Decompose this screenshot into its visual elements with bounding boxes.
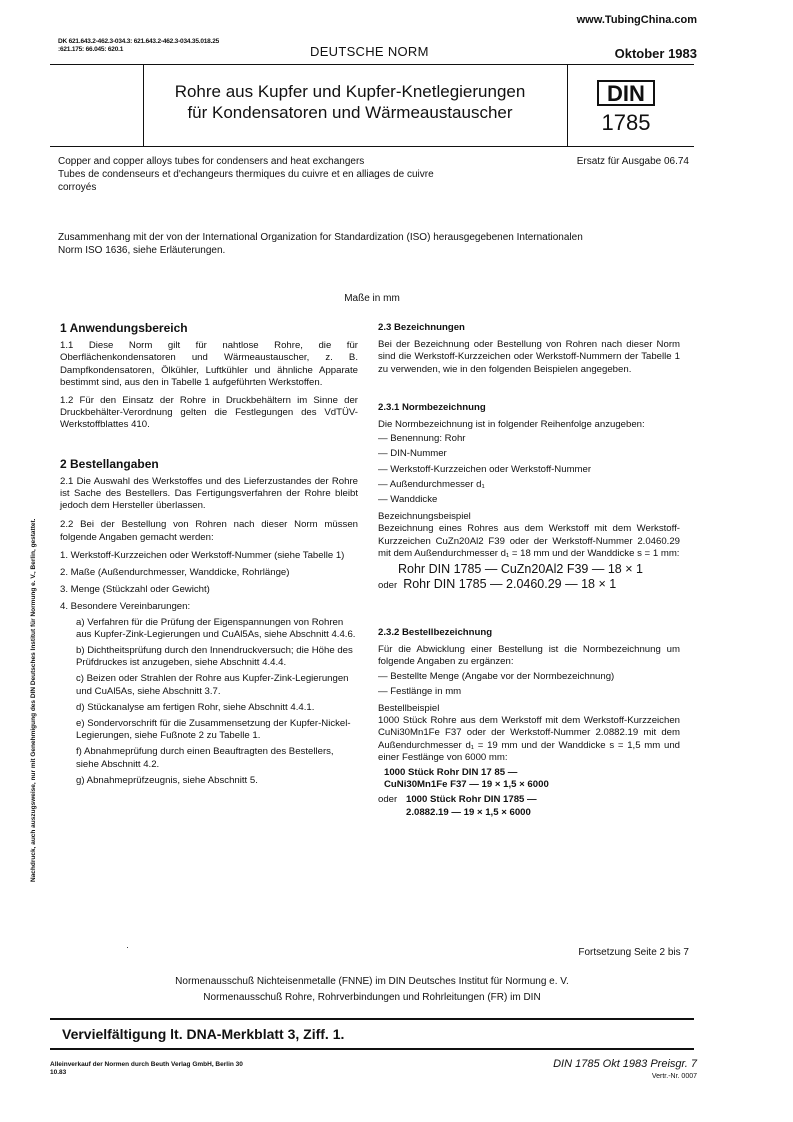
order-formula-2 [378, 794, 680, 818]
list-item: f) Abnahmeprüfung durch einen Beauftragten des Bestellers, siehe Abschnitt 4.2. [76, 746, 334, 770]
example-heading: Bezeichnungsbeispiel [378, 511, 471, 523]
website-url: www.TubingChina.com [576, 14, 697, 26]
sales-info [50, 1061, 243, 1077]
continuation-note: Fortsetzung Seite 2 bis 7 [578, 947, 689, 958]
publication-date: Oktober 1983 [614, 46, 697, 61]
iso-note [58, 231, 688, 257]
committee-line-1: Normenausschuß Nichteisenmetalle (FNNE) im DIN Deutsches Institut für Normung e. V. [175, 976, 569, 987]
list-item: d) Stückanalyse am fertigen Rohr, siehe Abschnitt 4.4.1. [76, 701, 315, 713]
designation-formula-2 [378, 577, 680, 593]
order-example-heading: Bestellbeispiel [378, 703, 440, 715]
section-1-heading: 1 Anwendungsbereich [60, 321, 188, 335]
formula-2: Rohr DIN 1785 — 2.0460.29 — 18 × 1 [403, 577, 617, 592]
replaces-edition: Ersatz für Ausgabe 06.74 [576, 156, 689, 167]
header-bottom-rule [50, 146, 694, 147]
oder-label-2: oder [378, 794, 398, 806]
order-example-text: 1000 Stück Rohre aus dem Werkstoff mit dem Werkstoff-Kurzzeichen CuNi30Mn1Fe F37 oder der Werkstoff-Nummer 2.0882.19 mit dem Außendurchmesser d₁ = 19 mm und der Wanddicke s = 1,5 mm und einer Festlänge von 6000 mm: [378, 715, 680, 763]
title-line-1: Rohre aus Kupfer und Kupfer-Knetlegierungen [174, 82, 526, 101]
section-2-1: 2.1 Die Auswahl des Werkstoffes und des Lieferzustandes der Rohre ist Sache des Bestellers. Das Fertigungsverfahren der Rohre bleibt jedoch dem Hersteller überlassen. [60, 475, 358, 512]
order-supplement-list [378, 671, 680, 698]
section-2-3-heading: 2.3 Bezeichnungen [378, 322, 465, 333]
translated-titles [58, 155, 538, 194]
list-item: 3. Menge (Stückzahl oder Gewicht) [60, 584, 210, 596]
list-item: — Wanddicke [378, 494, 438, 506]
section-1-1: 1.1 Diese Norm gilt für nahtlose Rohre, die für Oberflächenkondensatoren und Wärmeaustauscher, z. B. Dampfkondensatoren, Ölkühler, Luftkühler und ähnliche Apparate bestimmt sind, aus den in Tabelle 1 aufgeführten Werkstoffen. [60, 340, 358, 388]
order-1-line-2: CuNi30Mn1Fe F37 — 19 × 1,5 × 6000 [384, 779, 549, 791]
list-item: 2. Maße (Außendurchmesser, Wanddicke, Rohrlänge) [60, 567, 290, 579]
list-item: b) Dichtheitsprüfung durch den Innendruckversuch; die Höhe des Prüfdruckes ist anzugeben, siehe Abschnitt 4.4.4. [76, 645, 353, 669]
sales-line: Alleinverkauf der Normen durch Beuth Verlag GmbH, Berlin 30 [50, 1061, 243, 1068]
formula-1: Rohr DIN 1785 — CuZn20Al2 F39 — 18 × 1 [398, 562, 643, 577]
vertr-number: Vertr.-Nr. 0007 [651, 1073, 697, 1080]
reprint-notice-text: Nachdruck, auch auszugsweise, nur mit Genehmigung des DIN Deutsches Institut für Normung e. V., Berlin, gestattet. [30, 518, 37, 882]
document-title [145, 81, 555, 123]
bullet-mark: · [126, 942, 129, 952]
list-item: g) Abnahmeprüfzeugnis, siehe Abschnitt 5. [76, 774, 258, 786]
section-2-3-2-text: Für die Abwicklung einer Bestellung ist die Normbezeichnung um folgende Angaben zu ergänzen: [378, 644, 680, 668]
list-item: — Bestellte Menge (Angabe vor der Normbezeichnung) [378, 670, 615, 682]
list-item: — DIN-Nummer [378, 448, 447, 460]
units-note: Maße in mm [344, 293, 400, 304]
header-top-rule [50, 64, 694, 65]
french-title-1: Tubes de condenseurs et d'echangeurs thermiques du cuivre et en alliages de cuivre [58, 169, 434, 180]
order-1-line-1: 1000 Stück Rohr DIN 17 85 — [384, 767, 518, 779]
oder-label: oder [378, 580, 398, 592]
header-left-divider [143, 64, 144, 146]
right-column [378, 322, 680, 819]
designation-order-list [378, 433, 680, 506]
header-right-divider [567, 64, 568, 146]
english-title: Copper and copper alloys tubes for condensers and heat exchangers [58, 156, 365, 167]
section-2-3-2-heading: 2.3.2 Bestellbezeichnung [378, 627, 493, 639]
reprint-notice [30, 322, 42, 882]
designation-formula-1 [378, 562, 680, 577]
section-2-2: 2.2 Bei der Bestellung von Rohren nach dieser Norm müssen folgende Angaben gemacht werden: [60, 519, 358, 543]
footer-reference: DIN 1785 Okt 1983 Preisgr. 7 [553, 1058, 697, 1070]
list-item: e) Sondervorschrift für die Zusammensetzung der Kupfer-Nickel-Legierungen, siehe Fußnote 2 zu Tabelle 1. [76, 718, 351, 742]
committee-line-2: Normenausschuß Rohre, Rohrverbindungen und Rohrleitungen (FR) im DIN [203, 992, 541, 1003]
din-logo: DIN [597, 80, 655, 106]
dk-line-1: DK 621.643.2-462.3-034.3: 621.643.2-462.3-034.35.018.25 [58, 38, 220, 45]
iso-note-line-2: Norm ISO 1636, siehe Erläuterungen. [58, 245, 226, 256]
committee-info [50, 975, 694, 1004]
order-2-line-2: 2.0882.19 — 19 × 1,5 × 6000 [406, 806, 531, 818]
list-item: — Festlänge in mm [378, 685, 462, 697]
reproduction-note: Vervielfältigung lt. DNA-Merkblatt 3, Ziff. 1. [62, 1026, 345, 1042]
list-item: a) Verfahren für die Prüfung der Eigenspannungen von Rohren aus Kupfer-Zink-Legierungen und CuAl5As, siehe Abschnitt 4.4.6. [76, 616, 356, 640]
order-2-block [406, 794, 537, 818]
title-line-2: für Kondensatoren und Wärmeaustauscher [187, 103, 513, 122]
list-item: — Außendurchmesser d₁ [378, 478, 485, 490]
list-item: c) Beizen oder Strahlen der Rohre aus Kupfer-Zink-Legierungen und CuAl5As, siehe Abschnitt 3.7. [76, 673, 349, 697]
special-agreements-list [60, 617, 358, 787]
section-2-heading: 2 Bestellangaben [60, 456, 159, 471]
order-2-line-1: 1000 Stück Rohr DIN 1785 — [406, 794, 537, 806]
french-title-2: corroyés [58, 182, 97, 193]
din-number: 1785 [601, 110, 651, 135]
list-item: 4. Besondere Vereinbarungen: [60, 601, 191, 613]
dk-classification [58, 38, 219, 54]
list-item: — Werkstoff-Kurzzeichen oder Werkstoff-Nummer [378, 463, 592, 475]
order-items-list [60, 550, 358, 614]
list-item: 1. Werkstoff-Kurzzeichen oder Werkstoff-Nummer (siehe Tabelle 1) [60, 549, 345, 561]
section-1-2: 1.2 Für den Einsatz der Rohre in Druckbehältern im Sinne der Druckbehälter-Verordnung gelten die Festlegungen des VdTÜV-Werkstoffblattes 410. [60, 395, 358, 431]
section-2-3-1-heading: 2.3.1 Normbezeichnung [378, 401, 486, 413]
section-2-3-1-text: Die Normbezeichnung ist in folgender Reihenfolge anzugeben: [378, 419, 645, 431]
edition-code: 10.83 [50, 1069, 67, 1076]
iso-note-line-1: Zusammenhang mit der von der International Organization for Standardization (ISO) herausgegebenen Internationalen [58, 232, 583, 243]
example-text: Bezeichnung eines Rohres aus dem Werkstoff mit dem Werkstoff-Kurzzeichen CuZn20Al2 F39 oder der Werkstoff-Nummer 2.0460.29 mit dem Außendurchmesser d₁ = 18 mm und der Wanddicke s = 1 mm: [378, 523, 680, 559]
left-column [60, 322, 358, 787]
section-2-3-text: Bei der Bezeichnung oder Bestellung von Rohren nach dieser Norm sind die Werkstoff-Kurzzeichen oder Werkstoff-Nummern der Tabelle 1 zu verwenden, wie in den folgenden Beispielen angegeben. [378, 339, 680, 375]
norm-label: DEUTSCHE NORM [310, 44, 429, 59]
order-formula-1 [378, 767, 680, 791]
list-item: — Benennung: Rohr [378, 433, 466, 445]
dk-line-2: :621.175: 66.045: 620.1 [58, 46, 124, 53]
